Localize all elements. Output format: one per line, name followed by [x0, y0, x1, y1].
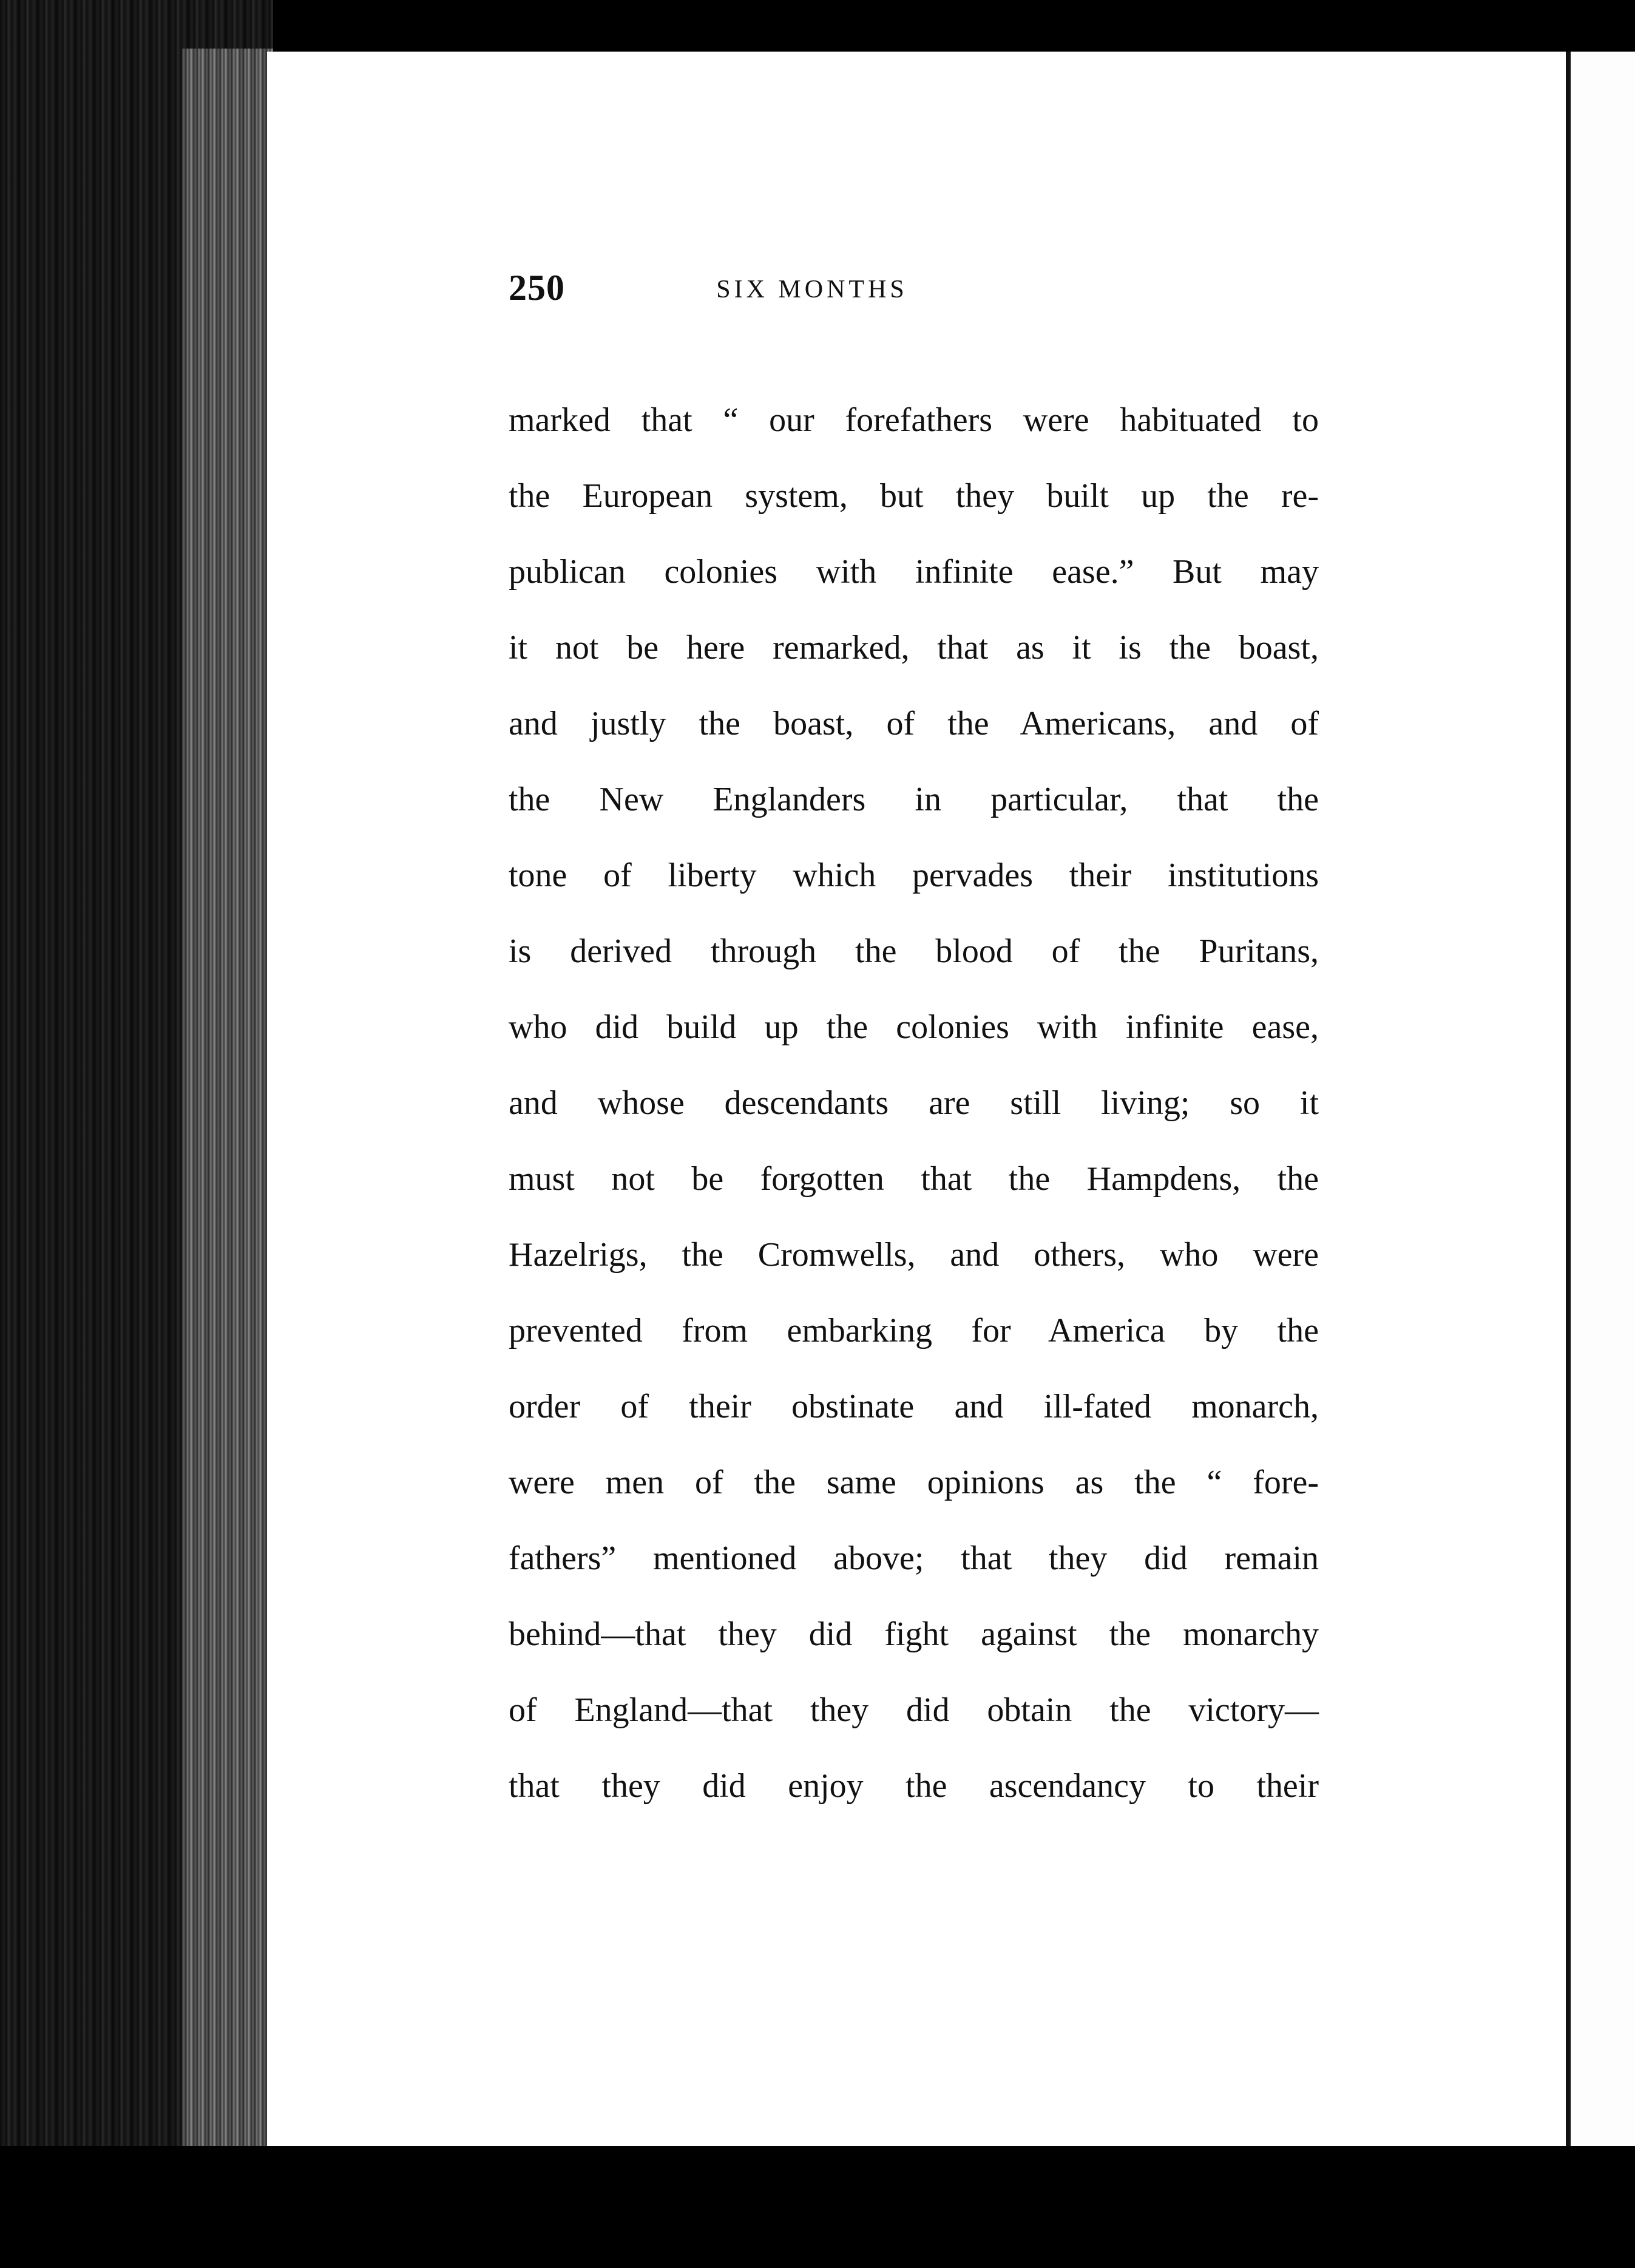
- text-line: must not be forgotten that the Hampdens, the: [509, 1160, 1319, 1198]
- text-line: and whose descendants are still living; so it: [509, 1084, 1319, 1122]
- text-line: that they did enjoy the ascendancy to their: [509, 1767, 1319, 1805]
- running-head: [509, 267, 1031, 316]
- text-line: prevented from embarking for America by the: [509, 1312, 1319, 1350]
- text-line: were men of the same opinions as the “ fore-: [509, 1464, 1319, 1501]
- text-line: publican colonies with infinite ease.” But may: [509, 553, 1319, 591]
- text-line: the New Englanders in particular, that the: [509, 781, 1319, 818]
- text-line: is derived through the blood of the Puritans,: [509, 932, 1319, 970]
- text-line: order of their obstinate and ill-fated monarch,: [509, 1388, 1319, 1425]
- text-line: it not be here remarked, that as it is the boast,: [509, 629, 1319, 667]
- text-line: and justly the boast, of the Americans, and of: [509, 705, 1319, 742]
- text-line: behind—that they did fight against the monarchy: [509, 1615, 1319, 1653]
- page-number: 250: [509, 268, 565, 308]
- scan-bottom-border: [0, 2146, 1635, 2268]
- text-line: who did build up the colonies with infinite ease,: [509, 1008, 1319, 1046]
- adjacent-page-strip: [1571, 52, 1635, 2146]
- text-line: marked that “ our forefathers were habituated to: [509, 401, 1319, 439]
- text-line: of England—that they did obtain the victory—: [509, 1691, 1319, 1729]
- text-line: Hazelrigs, the Cromwells, and others, who were: [509, 1236, 1319, 1274]
- text-line: the European system, but they built up the re-: [509, 477, 1319, 515]
- page-fold-edge: [1566, 52, 1571, 2146]
- text-line: tone of liberty which pervades their institutions: [509, 857, 1319, 894]
- body-text: [509, 382, 1319, 1824]
- running-title: SIX MONTHS: [716, 276, 908, 304]
- page-edges: [182, 49, 273, 2149]
- text-line: fathers” mentioned above; that they did remain: [509, 1540, 1319, 1577]
